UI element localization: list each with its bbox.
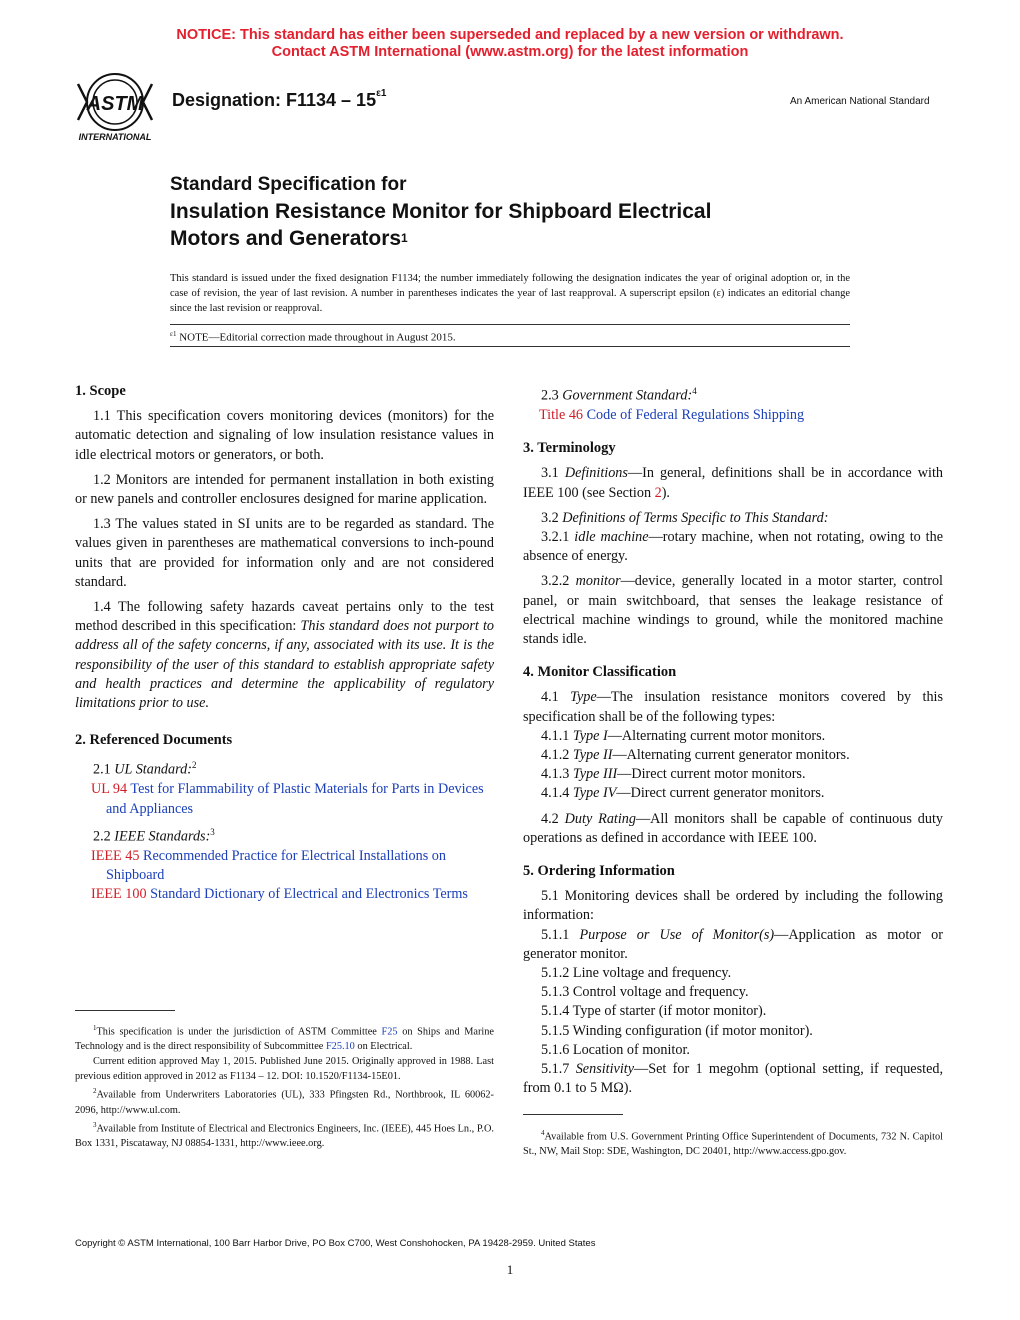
logo-subtext: INTERNATIONAL: [78, 132, 152, 142]
title-footnote-mark: 1: [401, 231, 408, 245]
footnotes-left: [75, 1021, 494, 1151]
logo-text: ASTM: [86, 93, 144, 115]
ref-ul94[interactable]: UL 94 Test for Flammability of Plastic Materials for Parts in Devices and Appliances: [91, 781, 484, 817]
type-item: 4.1.4 Type IV—Direct current generator monitors.: [541, 785, 825, 802]
designation-epsilon: ε1: [376, 88, 387, 99]
para-1-3: 1.3 The values stated in SI units are to be regarded as standard. The values given in parentheses are mathematical conversions to inch-pound units that are provided for information only and are not considered standard.: [75, 516, 494, 590]
designation: [172, 90, 386, 111]
para-3-2: 3.2 Definitions of Terms Specific to This Standard:: [541, 509, 829, 526]
section-5-heading: 5. Ordering Information: [523, 863, 675, 879]
order-item: 5.1.6 Location of monitor.: [541, 1041, 690, 1058]
section-2-heading: 2. Referenced Documents: [75, 732, 233, 749]
astm-logo-icon: [68, 72, 162, 144]
footnote-3: $^3$Available from Institute of Electrical and Electronics Engineers, Inc. (IEEE), 445 Hoes Ln., P.O. Box 1331, Piscataway, NJ 08854-1331, http://www.ieee.org.: [75, 1120, 494, 1150]
link-f25[interactable]: F25: [381, 1026, 398, 1038]
document-title: [170, 172, 870, 252]
type-item: 4.1.2 Type II—Alternating current generator monitors.: [541, 746, 850, 763]
para-4-2: 4.2 Duty Rating—All monitors shall be capable of continuous duty operations as defined in accordance with IEEE 100.: [523, 810, 943, 846]
national-standard-label: An American National Standard: [790, 96, 930, 107]
astm-logo: [68, 72, 162, 144]
title-line-1: Insulation Resistance Monitor for Shipboard Electrical: [170, 200, 712, 223]
footnote-2: $^2$Available from Underwriters Laboratories (UL), 333 Pfingsten Rd., Northbrook, IL 60062-2096, http://www.ul.com.: [75, 1087, 494, 1116]
footnotes-right: [523, 1126, 943, 1159]
para-3-2-2: 3.2.2 monitor—device, generally located in a motor starter, control panel, or main switchboard, that senses the leakage resistance of electrical machine windings to ground, while the monitored machine stands idle.: [523, 573, 943, 647]
copyright-line: Copyright © ASTM International, 100 Barr Harbor Drive, PO Box C700, West Conshohocken, PA 19428-2959. United States: [75, 1238, 596, 1249]
order-item: 5.1.5 Winding configuration (if motor monitor).: [541, 1022, 813, 1039]
footnote-1: $^1$This specification is under the jurisdiction of ASTM Committee F25 on Ships and Marine Technology and is the direct responsibility of Subcommittee F25.10 on Electrical.: [75, 1024, 494, 1053]
editorial-note: $^{\varepsilon 1}$ NOTE—Editorial correction made throughout in August 2015.: [170, 330, 456, 344]
order-item: 5.1.2 Line voltage and frequency.: [541, 965, 732, 982]
section-3-heading: 3. Terminology: [523, 440, 616, 457]
para-5-1-7: 5.1.7 Sensitivity—Set for 1 megohm (optional setting, if requested, from 0.1 to 5 MΩ).: [523, 1061, 944, 1097]
notice-line-1: NOTICE: This standard has either been superseded and replaced by a new version or withdrawn.: [176, 27, 844, 43]
title-prefix: Standard Specification for: [170, 174, 407, 195]
page-number: 1: [506, 1262, 514, 1277]
para-3-1: 3.1 Definitions—In general, definitions shall be in accordance with IEEE 100 (see Section 2).: [523, 465, 943, 501]
designation-label: Designation: F1134 – 15: [172, 90, 377, 110]
footnote-divider-left: [75, 1010, 175, 1011]
title-line-2: Motors and Generators: [170, 227, 402, 250]
para-1-1: 1.1 This specification covers monitoring devices (monitors) for the automatic detection and signaling of low insulation resistance values in idle electrical motors or generators, or both.: [75, 408, 494, 463]
ref-ieee100[interactable]: IEEE 100 Standard Dictionary of Electrical and Electronics Terms: [91, 886, 468, 903]
order-item: 5.1.4 Type of starter (if motor monitor).: [541, 1003, 767, 1020]
title-line-2-wrap: [170, 225, 870, 252]
para-1-4: 1.4 The following safety hazards caveat pertains only to the test method described in this specification: This standard does not purport to address all of the safety concerns, if any, associated with its use. It is the responsibility of the user of this standard to establish appropriate safety and health practices and determine the applicability of regulatory limitations prior to use.: [75, 599, 494, 712]
footnote-divider-right: [523, 1114, 623, 1115]
para-2-2: 2.2 IEEE Standards:$^3$: [93, 826, 215, 845]
ref-ieee45[interactable]: IEEE 45 Recommended Practice for Electrical Installations on Shipboard: [91, 847, 446, 883]
para-2-1: 2.1 UL Standard:$^2$: [93, 760, 197, 779]
order-item: 5.1.3 Control voltage and frequency.: [541, 984, 749, 1001]
section-4-heading: 4. Monitor Classification: [523, 664, 677, 681]
ref-title46[interactable]: Title 46 Code of Federal Regulations Shipping: [539, 406, 805, 423]
preliminary-statement: This standard is issued under the fixed designation F1134; the number immediately following the designation indicates the year of original adoption or, in the case of revision, the year of last revision. A number in parentheses indicates the year of last reapproval. A superscript epsilon (ε) indicates an editorial change since the last revision or reapproval.: [170, 273, 850, 314]
divider-bottom: [170, 346, 850, 347]
withdrawal-notice: [0, 27, 1020, 61]
type-item: 4.1.3 Type III—Direct current motor monitors.: [541, 766, 806, 783]
footnote-4: $^4$Available from U.S. Government Printing Office Superintendent of Documents, 732 N. Capitol St., NW, Mail Stop: SDE, Washington, DC 20401, http://www.access.gpo.gov.: [523, 1129, 943, 1158]
para-3-2-1: 3.2.1 idle machine—rotary machine, when not rotating, owing to the absence of energy.: [523, 528, 944, 565]
para-5-1: 5.1 Monitoring devices shall be ordered by including the following information:: [523, 888, 943, 924]
link-f25-10[interactable]: F25.10: [325, 1041, 355, 1053]
divider-top: [170, 324, 850, 325]
left-column: [75, 382, 494, 904]
type-item: 4.1.1 Type I—Alternating current motor monitors.: [541, 727, 826, 744]
para-2-3: 2.3 Government Standard:$^4$: [541, 386, 697, 404]
para-1-2: 1.2 Monitors are intended for permanent installation in both existing or new panels and controller enclosures designed for marine application.: [75, 471, 494, 508]
para-4-1: 4.1 Type—The insulation resistance monitors covered by this specification shall be of the following types:: [523, 689, 944, 725]
para-5-1-1: 5.1.1 Purpose or Use of Monitor(s)—Application as motor or generator monitor.: [523, 926, 943, 962]
right-column: [523, 382, 943, 1098]
section-1-heading: 1. Scope: [75, 383, 126, 399]
notice-line-2: Contact ASTM International (www.astm.org) for the latest information: [271, 44, 749, 60]
current-edition-note: Current edition approved May 1, 2015. Published June 2015. Originally approved in 1988. Last previous edition approved in 2012 as F1134 – 12. DOI: 10.1520/F1134-15E01.: [75, 1056, 494, 1083]
